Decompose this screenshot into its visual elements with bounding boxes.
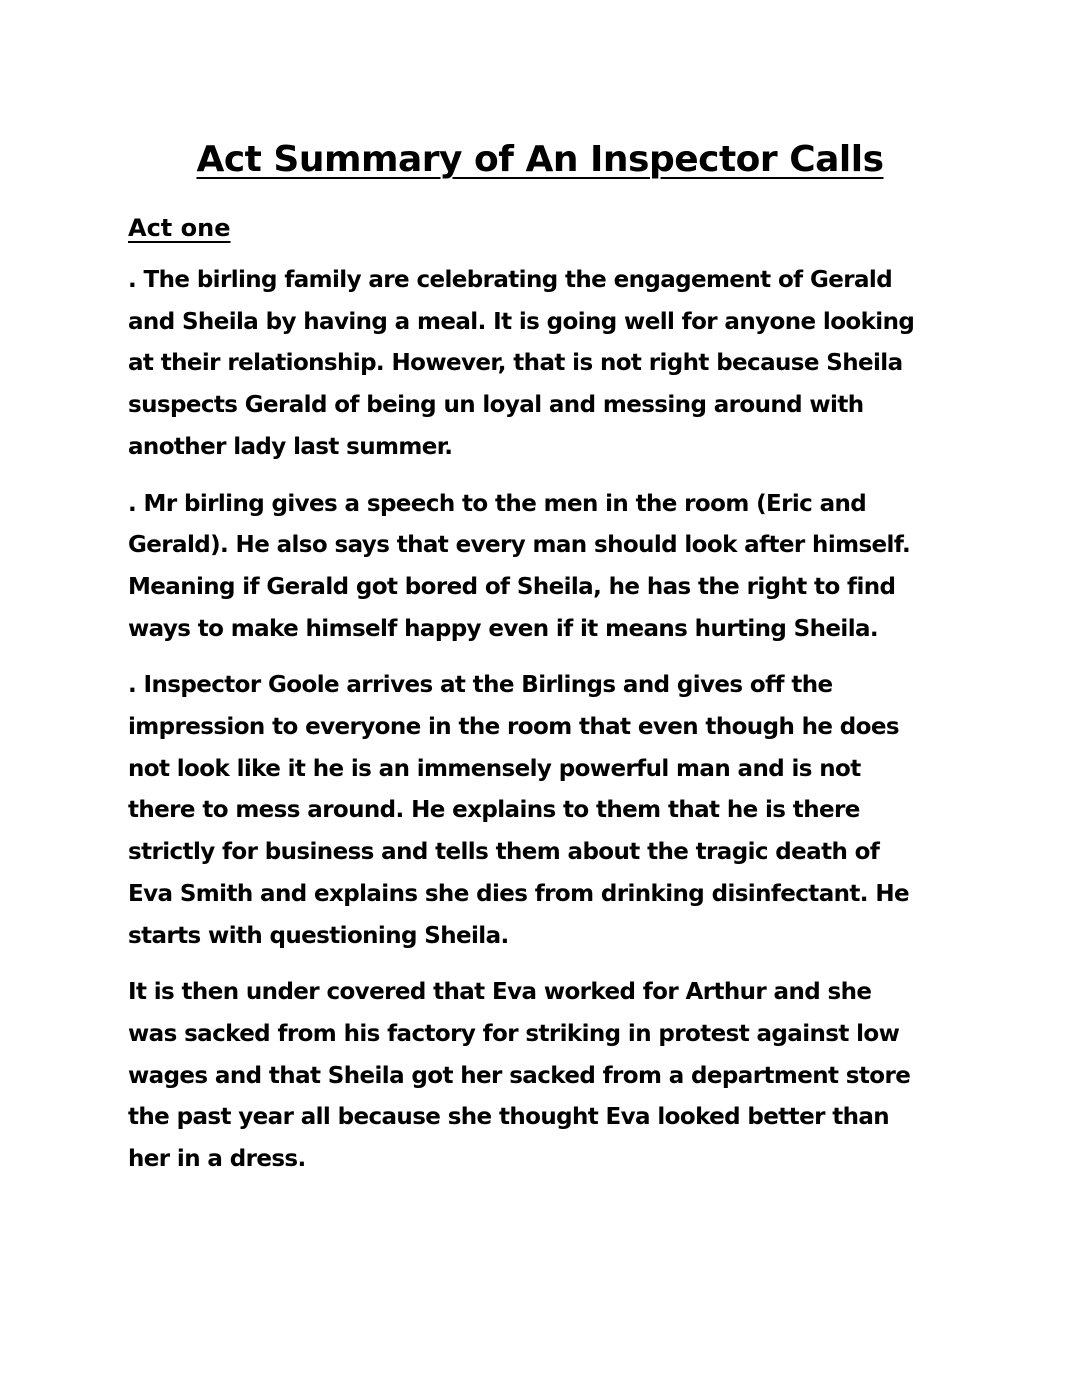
text-line: . Inspector Goole arrives at the Birlings and gives off the [128, 672, 833, 699]
paragraph-inspector-arrives [128, 665, 968, 957]
text-line: impression to everyone in the room that even though he does [128, 714, 899, 741]
text-line: strictly for business and tells them about the tragic death of [128, 839, 880, 866]
text-line: another lady last summer. [128, 433, 453, 460]
section-heading: Act one [128, 214, 231, 242]
paragraph-eva-sacked [128, 972, 968, 1181]
text-line: at their relationship. However, that is not right because Sheila [128, 350, 903, 377]
text-line: ways to make himself happy even if it means hurting Sheila. [128, 615, 879, 642]
document-title: Act Summary of An Inspector Calls [196, 139, 884, 180]
text-line: wages and that Sheila got her sacked from a department store [128, 1062, 911, 1089]
document-body [128, 208, 968, 1196]
text-line: there to mess around. He explains to them that he is there [128, 797, 860, 824]
text-line: starts with questioning Sheila. [128, 922, 509, 949]
text-line: It is then under covered that Eva worked for Arthur and she [128, 979, 872, 1006]
text-line: and Sheila by having a meal. It is going well for anyone looking [128, 308, 915, 335]
text-line: . The birling family are celebrating the engagement of Gerald [128, 267, 893, 293]
text-line: her in a dress. [128, 1146, 306, 1173]
paragraph-engagement [128, 260, 968, 469]
paragraph-speech [128, 484, 968, 651]
text-line: Meaning if Gerald got bored of Sheila, he has the right to find [128, 573, 896, 600]
text-line: was sacked from his factory for striking in protest against low [128, 1020, 900, 1047]
text-line: . Mr birling gives a speech to the men in the room (Eric and [128, 490, 867, 517]
text-line: Gerald). He also says that every man should look after himself. [128, 532, 911, 559]
text-line: the past year all because she thought Eva looked better than [128, 1104, 890, 1131]
text-line: Eva Smith and explains she dies from drinking disinfectant. He [128, 880, 909, 907]
text-line: suspects Gerald of being un loyal and messing around with [128, 392, 864, 419]
text-line: not look like it he is an immensely powerful man and is not [128, 755, 861, 782]
